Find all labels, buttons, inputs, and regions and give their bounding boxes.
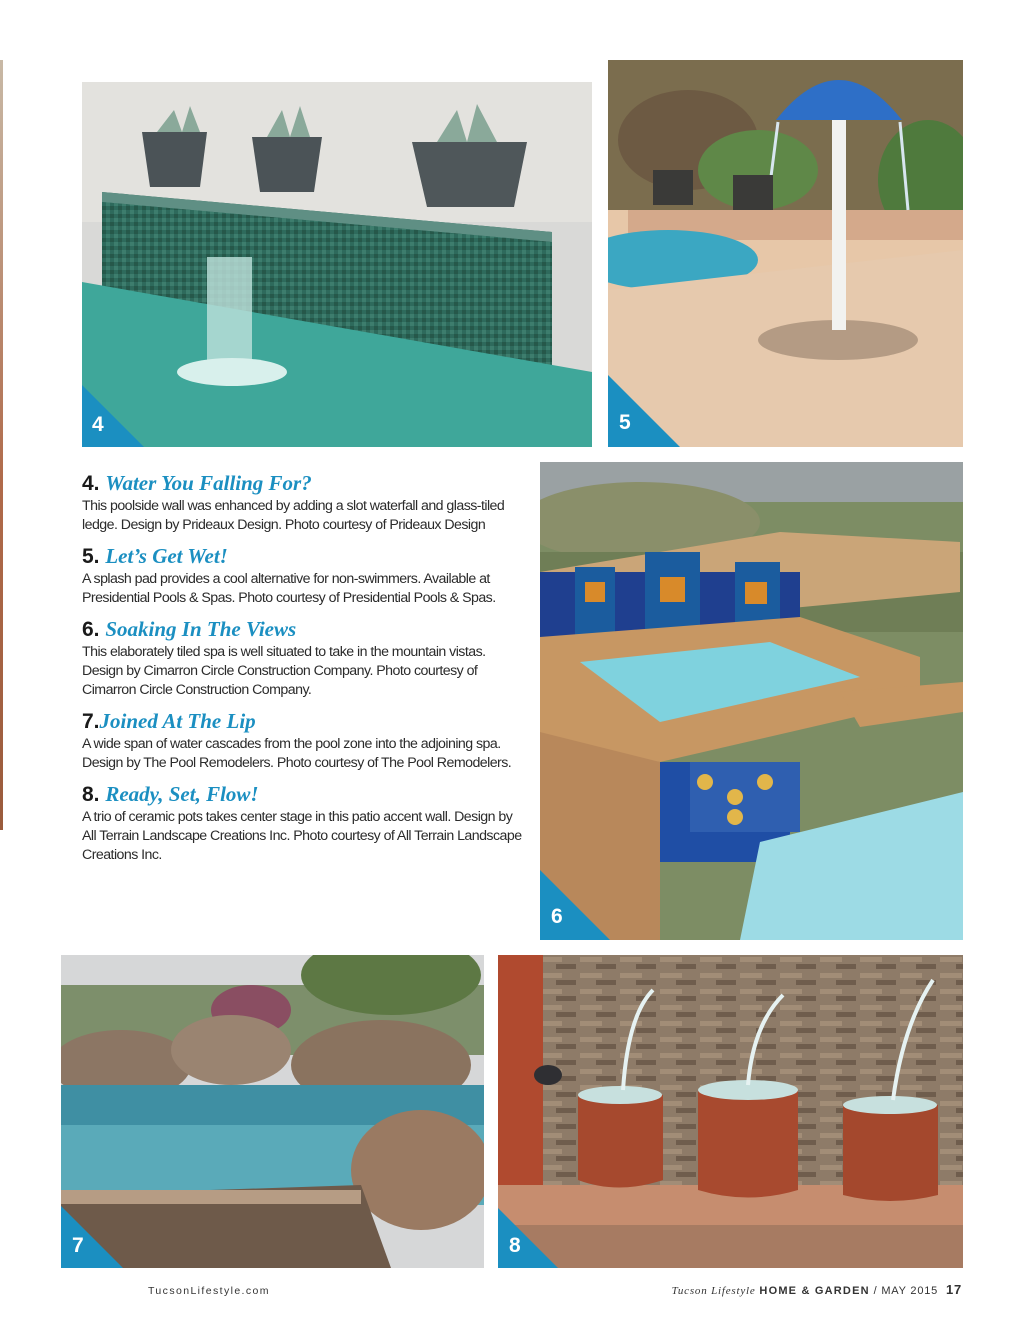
caption-title: Joined At The Lip [99,709,256,733]
photo-number-badge [498,1208,558,1268]
photo-number-label: 8 [509,1234,521,1257]
photo-number-label: 4 [92,413,104,436]
footer-website: TucsonLifestyle.com [148,1285,270,1297]
caption-title: Soaking In The Views [105,617,297,641]
photo-number-badge [61,1206,123,1268]
footer-section-name: HOME & GARDEN [759,1285,870,1297]
page-number: 17 [945,1282,962,1297]
caption-heading [82,708,522,735]
photo-6-tiled-spa [540,462,963,940]
photo-8-pot-fountains [498,955,963,1268]
caption-list [82,470,522,873]
caption-number: 4. [82,472,100,495]
footer-folio [672,1282,962,1297]
caption-7 [82,708,522,773]
caption-text: This poolside wall was enhanced by adding a slot waterfall and glass-tiled ledge. Design by Prideaux Design. Photo courtesy of Prideaux Design [82,498,505,533]
caption-text: A trio of ceramic pots takes center stage in this patio accent wall. Design by All Terrain Landscape Creations Inc. Photo courtesy of All Terrain Landscape Creations Inc. [82,809,522,863]
caption-8 [82,781,522,865]
caption-heading [82,543,522,570]
caption-title: Water You Falling For? [105,471,312,495]
caption-text: A splash pad provides a cool alternative for non-swimmers. Available at Presidential Pools & Spas. Photo courtesy of Presidential Pools & Spas. [82,571,496,606]
caption-6 [82,616,522,700]
footer-issue-date: / MAY 2015 [873,1285,939,1297]
caption-heading [82,781,522,808]
photo-5-splash-pad [608,60,963,447]
caption-4 [82,470,522,535]
footer-magazine-name: Tucson Lifestyle [671,1285,756,1297]
page-spine-edge [0,60,3,830]
photo-4-slot-waterfall [82,82,592,447]
photo-number-label: 6 [551,905,563,928]
photo-number-label: 5 [619,411,631,434]
caption-number: 8. [82,783,100,806]
caption-number: 7. [82,710,100,733]
caption-number: 6. [82,618,100,641]
caption-text: A wide span of water cascades from the pool zone into the adjoining spa. Design by The Pool Remodelers. Photo courtesy of The Pool Remodelers. [82,736,512,771]
caption-title: Let’s Get Wet! [105,544,228,568]
caption-number: 5. [82,545,100,568]
caption-title: Ready, Set, Flow! [105,782,259,806]
photo-number-label: 7 [72,1234,84,1257]
photo-7-pool-boulders [61,955,484,1268]
caption-text: This elaborately tiled spa is well situated to take in the mountain vistas. Design by Cimarron Circle Construction Company. Photo courtesy of Cimarron Circle Construction Company. [82,644,486,698]
caption-5 [82,543,522,608]
caption-heading [82,470,522,497]
caption-heading [82,616,522,643]
